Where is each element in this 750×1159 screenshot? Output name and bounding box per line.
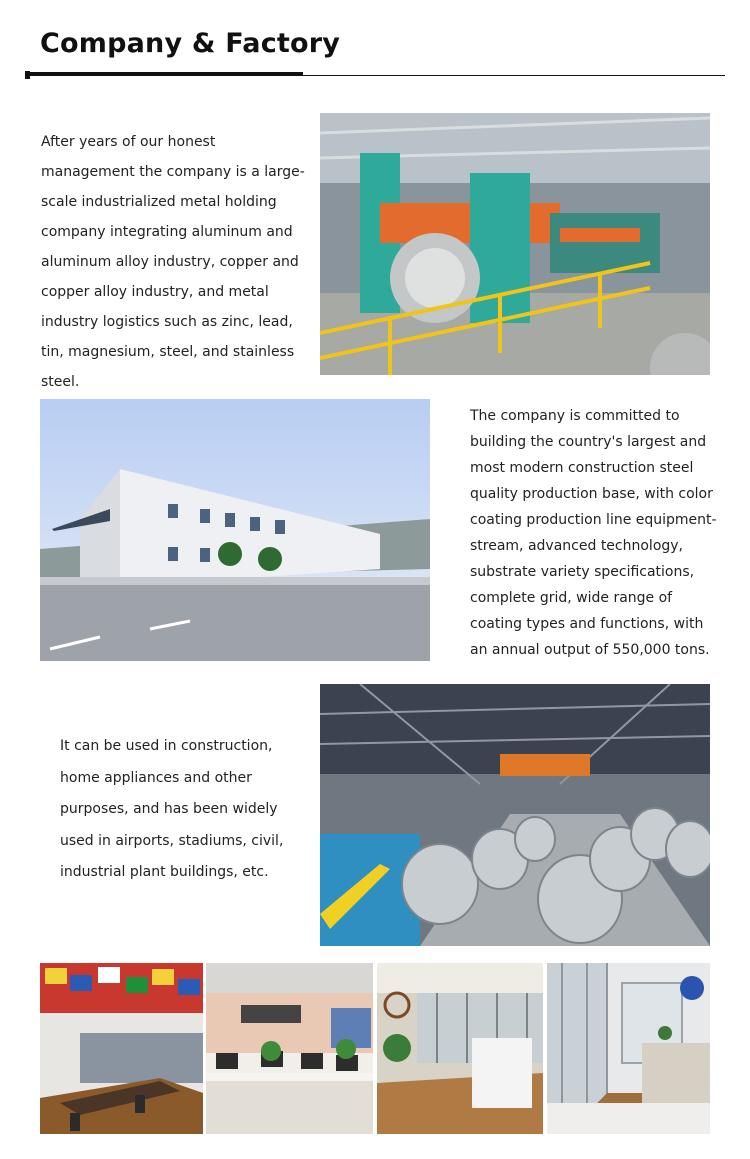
usage-paragraph: It can be used in construction, home appliances and other purposes, and has been widely used in airports, stadiums, civil, industrial plant buildings, etc. [60, 738, 284, 880]
production-paragraph: The company is committed to building the country's largest and most modern construction steel quality production base, with color coating production line equipment-stream, advanced technology, substrate variety specifications, complete grid, wide range of coating types and functions, with an annual output of 550,000 tons. [470, 408, 717, 658]
glass-office-corridor-photo [547, 963, 710, 1134]
header-divider [303, 75, 725, 76]
reception-desk-photo [377, 963, 543, 1134]
page-title: Company & Factory [40, 28, 341, 59]
title-underline [25, 72, 303, 76]
office-building-photo [40, 399, 430, 661]
meeting-room-photo [40, 963, 203, 1134]
coil-warehouse-photo [320, 684, 710, 946]
office-workspace-photo [206, 963, 373, 1134]
factory-line-photo [320, 113, 710, 375]
title-underline-cap [25, 71, 30, 79]
intro-paragraph: After years of our honest management the company is a large-scale industrialized metal holding company integrating aluminum and aluminum alloy industry, copper and copper alloy industry, and metal industry logistics such as zinc, lead, tin, magnesium, steel, and stainless steel. [41, 134, 305, 390]
